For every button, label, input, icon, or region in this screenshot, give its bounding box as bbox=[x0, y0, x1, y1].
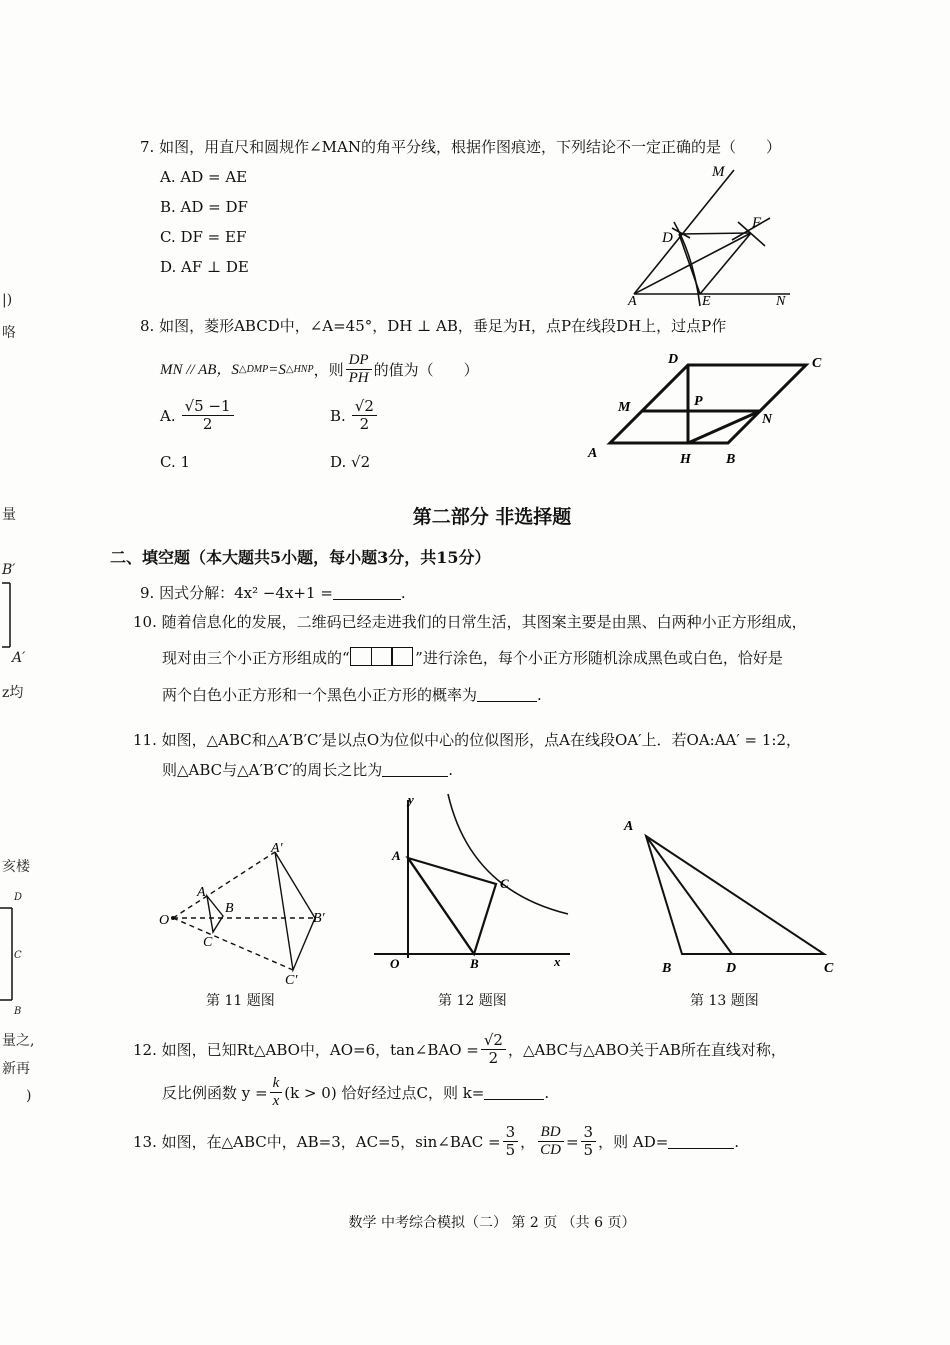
edge-fragment: B bbox=[14, 1006, 22, 1017]
edge-fragment: 量 bbox=[2, 507, 16, 523]
triangle-abc bbox=[646, 836, 824, 954]
edge-fragment: z均 bbox=[2, 685, 24, 701]
figure-13 bbox=[620, 812, 850, 982]
segment-ef bbox=[700, 233, 751, 294]
edge-fragment: D bbox=[14, 892, 23, 903]
q7-option-b: B. AD = DF bbox=[160, 198, 248, 216]
label-c: C bbox=[203, 935, 213, 950]
caption-fig13: 第 13 题图 bbox=[690, 993, 759, 1009]
edge-fragment: B′ bbox=[2, 562, 16, 578]
triangle-abc bbox=[207, 896, 223, 932]
q9: 9. 因式分解：4x² −4x+1 = . bbox=[140, 584, 406, 602]
label-b: B bbox=[662, 961, 672, 976]
label-a: A bbox=[628, 294, 637, 309]
label-n: N bbox=[776, 294, 786, 309]
answer-blank bbox=[668, 1134, 734, 1149]
edge-building bbox=[0, 900, 14, 1005]
q10-line1: 10. 随着信息化的发展，二维码已经走进我们的日常生活，其图案主要是由黑、白两种小正方形组成， bbox=[133, 613, 807, 631]
edge-fragment: C bbox=[14, 950, 22, 961]
label-b: B bbox=[726, 452, 736, 467]
edge-fragment: 新再 bbox=[2, 1061, 30, 1077]
page-footer: 数学 中考综合模拟（二） 第 2 页 （共 6 页） bbox=[348, 1215, 636, 1231]
q7-stem: 7. 如图，用直尺和圆规作∠MAN的角平分线，根据作图痕迹，下列结论不一定正确的是（ ） bbox=[140, 138, 781, 156]
q8-option-b: B. $\frac{√2}{2}$ bbox=[330, 398, 379, 433]
q11-line1: 11. 如图，△ABC和△A′B′C′是以点O为位似中心的位似图形，点A在线段OA′上．若OA:AA′ = 1:2， bbox=[133, 731, 802, 749]
label-c: C bbox=[824, 961, 834, 976]
label-d: D bbox=[662, 230, 673, 246]
q8-figure bbox=[580, 345, 830, 470]
label-m: M bbox=[618, 400, 631, 415]
q11-line2: 则△ABC与△A′B′C′的周长之比为 . bbox=[162, 761, 454, 779]
label-a: A bbox=[197, 885, 206, 900]
label-b-prime: B′ bbox=[313, 911, 325, 926]
label-b: B bbox=[470, 956, 479, 971]
q7-option-c: C. DF = EF bbox=[160, 228, 247, 246]
label-e: E bbox=[702, 294, 711, 309]
part2-title: 第二部分 非选择题 bbox=[412, 506, 572, 528]
ray-oc bbox=[173, 918, 293, 970]
caption-fig12: 第 12 题图 bbox=[438, 993, 507, 1009]
label-p: P bbox=[694, 394, 703, 409]
label-d: D bbox=[668, 352, 679, 367]
label-n: N bbox=[762, 412, 773, 427]
q10-line2: 现对由三个小正方形组成的“ ”进行涂色，每个小正方形随机涂成黑色或白色，恰好是 bbox=[162, 649, 783, 667]
edge-bracket bbox=[0, 575, 20, 655]
answer-blank bbox=[382, 762, 448, 777]
edge-fragment: |) bbox=[2, 292, 13, 308]
label-a: A bbox=[588, 446, 598, 461]
label-b: B bbox=[225, 901, 234, 916]
hyperbola-curve bbox=[448, 794, 568, 914]
q12-line1: 12. 如图，已知Rt△ABO中，AO=6，tan∠BAO = $\frac{√2}{2}$ ，△ABC与△ABO关于AB所在直线对称， bbox=[133, 1031, 786, 1067]
label-m: M bbox=[712, 164, 725, 180]
q8-option-d: D. √2 bbox=[330, 453, 371, 471]
triangle-a2b2c2 bbox=[275, 852, 315, 970]
label-o: O bbox=[390, 956, 400, 971]
segment-ad bbox=[646, 836, 732, 954]
q8-condition: MN // AB，S △DMP =S △HNP ，则 $\frac{DP}{PH}$ 的值为（ ） bbox=[160, 352, 479, 386]
figure-12 bbox=[370, 790, 580, 980]
arc-mark-1 bbox=[732, 218, 770, 240]
segment-af bbox=[634, 233, 751, 294]
edge-fragment: 亥楼 bbox=[2, 859, 30, 875]
q12-line2: 反比例函数 y = $\frac{k}{x}$ (k > 0) 恰好经过点C，则 k= . bbox=[162, 1075, 550, 1109]
section2-heading: 二、填空题（本大题共5小题，每小题3分，共15分） bbox=[110, 548, 491, 567]
answer-blank bbox=[484, 1085, 544, 1100]
q7-option-d: D. AF ⊥ DE bbox=[160, 258, 249, 276]
label-c-prime: C′ bbox=[285, 973, 298, 988]
q13-line1: 13. 如图，在△ABC中，AB=3，AC=5，sin∠BAC = $\frac{3}{5}$ ， $\frac{BD}{CD}$ = $\frac{3}{5}$ ，则 AD= . bbox=[133, 1123, 740, 1159]
q10-line3: 两个白色小正方形和一个黑色小正方形的概率为 . bbox=[162, 686, 542, 704]
edge-fragment: A′ bbox=[12, 650, 26, 666]
q7-figure bbox=[620, 160, 810, 310]
edge-fragment: ) bbox=[26, 1088, 32, 1104]
label-a-prime: A′ bbox=[271, 841, 283, 856]
ray-oa bbox=[173, 852, 275, 918]
label-y: y bbox=[408, 792, 414, 807]
label-f: F bbox=[752, 215, 762, 231]
label-o: O bbox=[159, 913, 170, 928]
figure-11 bbox=[155, 840, 345, 990]
rhombus-abcd bbox=[610, 365, 806, 443]
label-c: C bbox=[812, 356, 822, 371]
edge-fragment: 量之, bbox=[2, 1033, 35, 1049]
q8-stem: 8. 如图，菱形ABCD中，∠A=45°，DH ⊥ AB，垂足为H，点P在线段DH上，过点P作 bbox=[140, 317, 727, 335]
triangle-abc bbox=[408, 858, 496, 954]
answer-blank bbox=[333, 585, 401, 600]
fraction-dp-ph: $\frac{DP}{PH}$ bbox=[346, 352, 372, 387]
label-h: H bbox=[680, 452, 691, 467]
segment-df bbox=[679, 233, 751, 234]
answer-blank bbox=[477, 687, 537, 702]
label-a: A bbox=[392, 848, 401, 863]
label-d: D bbox=[726, 961, 737, 976]
label-a: A bbox=[624, 819, 634, 834]
label-c: C bbox=[500, 876, 509, 891]
edge-fragment: 咯 bbox=[2, 325, 16, 341]
three-squares-icon bbox=[352, 647, 414, 666]
q8-option-a: A. $\frac{√5 -1}{2}$ bbox=[160, 398, 236, 433]
segment-hn bbox=[688, 411, 760, 443]
q8-option-c: C. 1 bbox=[160, 453, 191, 471]
ray-am bbox=[634, 170, 734, 294]
label-x: x bbox=[554, 954, 561, 969]
q7-option-a: A. AD = AE bbox=[160, 168, 248, 186]
caption-fig11: 第 11 题图 bbox=[206, 993, 275, 1009]
